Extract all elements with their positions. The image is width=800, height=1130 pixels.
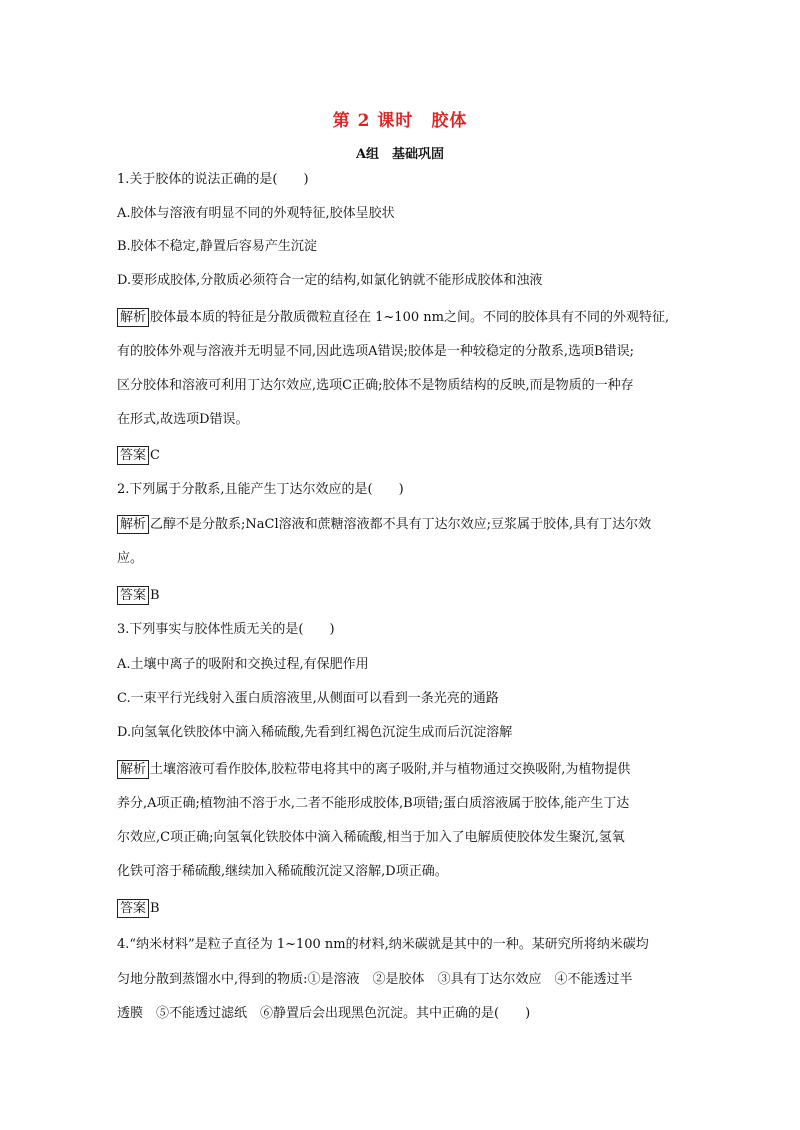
- q2-analysis-line: 应。: [117, 551, 144, 566]
- q3-analysis-line: 尔效应,C项正确;向氢氧化铁胶体中滴入稀硫酸,相当于加入了电解质使胶体发生聚沉,氢氧: [117, 830, 625, 845]
- q3-analysis-line: 养分,A项正确;植物油不溶于水,二者不能形成胶体,B项错;蛋白质溶液属于胶体,能产生丁达: [117, 796, 630, 811]
- q1-analysis-line: 在形式,故选项D错误。: [117, 412, 249, 427]
- q3-option-a: A.土壤中离子的吸附和交换过程,有保肥作用: [117, 657, 369, 672]
- page-title: 第 2 课时 胶体: [332, 111, 468, 131]
- analysis-label: 解析: [117, 515, 149, 534]
- q1-option-d: D.要形成胶体,分散质必须符合一定的结构,如氯化钠就不能形成胶体和浊液: [117, 273, 543, 288]
- q1-analysis-line: 有的胶体外观与溶液并无明显不同,因此选项A错误;胶体是一种较稳定的分散系,选项B错误;: [117, 344, 634, 359]
- q1-analysis-line: 区分胶体和溶液可利用丁达尔效应,选项C正确;胶体不是物质结构的反映,而是物质的一种存: [117, 378, 634, 393]
- q4-line: 透膜 ⑤不能透过滤纸 ⑥静置后会出现黑色沉淀。其中正确的是( ): [117, 1006, 531, 1021]
- section-subtitle: A组 基础巩固: [355, 147, 445, 162]
- q2-stem: 2.下列属于分散系,且能产生丁达尔效应的是( ): [117, 482, 404, 497]
- q1-answer: 答案 C: [117, 446, 697, 466]
- q3-stem: 3.下列事实与胶体性质无关的是( ): [117, 622, 335, 637]
- analysis-label: 解析: [117, 760, 149, 779]
- q3-option-d: D.向氢氧化铁胶体中滴入稀硫酸,先看到红褐色沉淀生成而后沉淀溶解: [117, 725, 513, 740]
- answer-label: 答案: [117, 899, 149, 918]
- q1-stem: 1.关于胶体的说法正确的是( ): [117, 172, 309, 187]
- q1-analysis-line: 解析 胶体最本质的特征是分散质微粒直径在 1~100 nm之间。不同的胶体具有不同的外观特征,: [117, 308, 697, 328]
- q3-analysis-line: 化铁可溶于稀硫酸,继续加入稀硫酸沉淀又溶解,D项正确。: [117, 864, 448, 879]
- answer-label: 答案: [117, 446, 149, 465]
- q2-answer: 答案 B: [117, 586, 697, 606]
- q3-option-c: C.一束平行光线射入蛋白质溶液里,从侧面可以看到一条光亮的通路: [117, 691, 499, 706]
- q4-line: 4.“纳米材料”是粒子直径为 1~100 nm的材料,纳米碳就是其中的一种。某研究所将纳米碳均: [117, 937, 649, 952]
- q1-option-b: B.胶体不稳定,静置后容易产生沉淀: [117, 239, 317, 254]
- analysis-label: 解析: [117, 308, 149, 327]
- q3-answer: 答案 B: [117, 899, 697, 919]
- q4-line: 匀地分散到蒸馏水中,得到的物质:①是溶液 ②是胶体 ③具有丁达尔效应 ④不能透过半: [117, 972, 633, 987]
- answer-label: 答案: [117, 586, 149, 605]
- q1-option-a: A.胶体与溶液有明显不同的外观特征,胶体呈胶状: [117, 206, 395, 221]
- q2-analysis-line: 解析 乙醇不是分散系;NaCl溶液和蔗糖溶液都不具有丁达尔效应;豆浆属于胶体,具有丁达尔效: [117, 515, 697, 535]
- q3-analysis-line: 解析 土壤溶液可看作胶体,胶粒带电将其中的离子吸附,并与植物通过交换吸附,为植物提供: [117, 760, 697, 780]
